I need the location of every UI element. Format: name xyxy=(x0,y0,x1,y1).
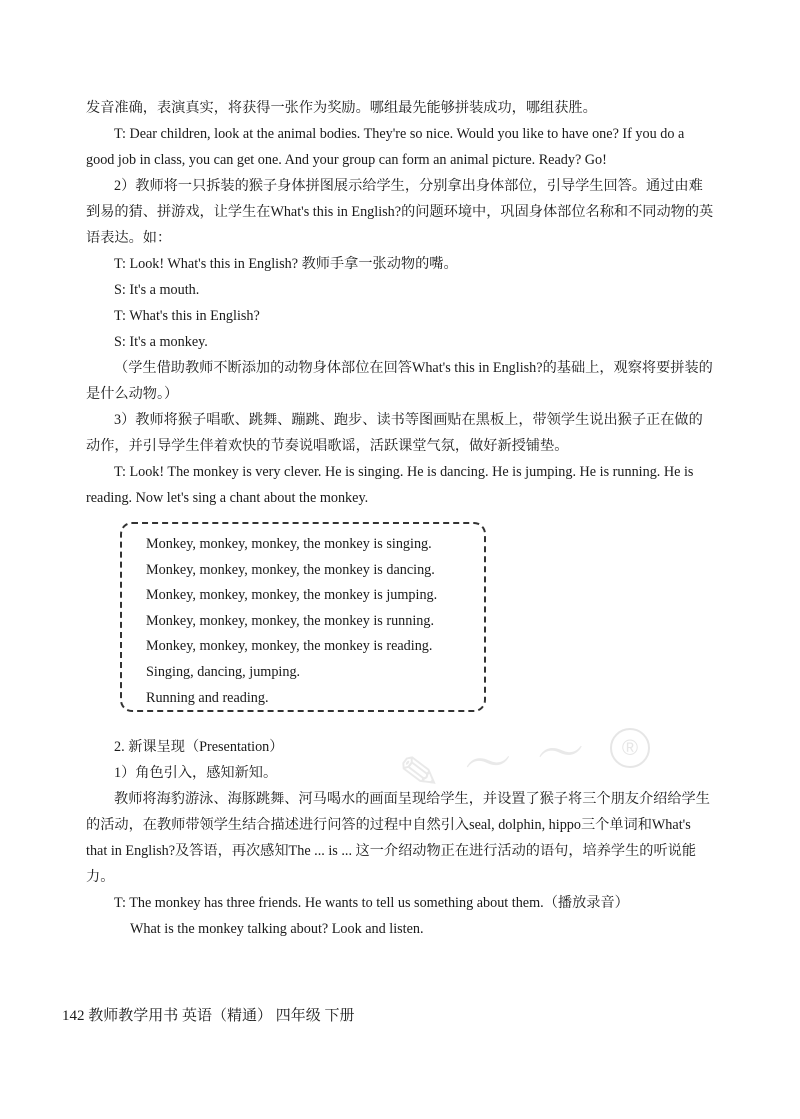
subheading-role-intro: 1）角色引入，感知新知。 xyxy=(114,765,278,781)
paragraph-observation-note: （学生借助教师不断添加的动物身体部位在回答What's this in English?的基础上，观察将要拼装的是什么动物。） xyxy=(86,360,713,402)
dialogue-monkey-friends: T: The monkey has three friends. He wants to tell us something about them.（播放录音） xyxy=(114,895,629,911)
dialogue-look-and-listen: What is the monkey talking about? Look and listen. xyxy=(130,921,424,937)
dialogue-line-2: S: It's a mouth. xyxy=(114,282,200,298)
paragraph-teacher-intro: T: Dear children, look at the animal bodies. They're so nice. Would you like to have one? If you do a good job in class, you can get one. And your group can form an animal picture. Ready? Go! xyxy=(86,126,685,168)
chant-line: Monkey, monkey, monkey, the monkey is jumping. xyxy=(146,587,438,604)
publisher-watermark: ✎ 〜 〜 xyxy=(395,723,595,804)
chant-lyrics xyxy=(146,532,476,711)
chant-line: Monkey, monkey, monkey, the monkey is running. xyxy=(146,612,435,629)
chant-line: Monkey, monkey, monkey, the monkey is dancing. xyxy=(146,561,435,578)
paragraph-step-3: 3）教师将猴子唱歌、跳舞、蹦跳、跑步、读书等图画贴在黑板上，带领学生说出猴子正在做的动作，并引导学生伴着欢快的节奏说唱歌谣，活跃课堂气氛，做好新授铺垫。 xyxy=(86,412,703,454)
chant-line: Running and reading. xyxy=(146,689,269,706)
paragraph-presentation-body: 教师将海豹游泳、海豚跳舞、河马喝水的画面呈现给学生，并设置了猴子将三个朋友介绍给学生的活动，在教师带领学生结合描述进行问答的过程中自然引入seal, dolphin, hippo三个单词和What's that in English?及答语，再次感知The ... is ... 这一介绍动物正在进行活动的语句，培养学生的听说能力。 xyxy=(86,791,710,885)
chant-line: Monkey, monkey, monkey, the monkey is reading. xyxy=(146,638,433,655)
dialogue-line-3: T: What's this in English? xyxy=(114,308,260,324)
dialogue-line-1: T: Look! What's this in English? 教师手拿一张动物的嘴。 xyxy=(114,256,458,272)
chant-line: Singing, dancing, jumping. xyxy=(146,663,301,680)
paragraph-reward-rule: 发音准确，表演真实，将获得一张作为奖励。哪组最先能够拼装成功，哪组获胜。 xyxy=(86,100,597,116)
paragraph-step-2: 2）教师将一只拆装的猴子身体拼图展示给学生，分别拿出身体部位，引导学生回答。通过由难到易的猜、拼游戏，让学生在What's this in English?的问题环境中，巩固身体部位名称和不同动物的英语表达。如： xyxy=(86,178,714,246)
chant-line: Monkey, monkey, monkey, the monkey is singing. xyxy=(146,536,432,552)
registered-mark-watermark: ® xyxy=(610,728,650,768)
section-heading-presentation: 2. 新课呈现（Presentation） xyxy=(114,739,284,755)
page-footer: 142 教师教学用书 英语（精通） 四年级 下册 xyxy=(62,1008,355,1024)
dialogue-line-4: S: It's a monkey. xyxy=(114,334,208,350)
paragraph-teacher-chant-intro: T: Look! The monkey is very clever. He is singing. He is dancing. He is jumping. He is running. He is reading. Now let's sing a chant about the monkey. xyxy=(86,464,694,506)
